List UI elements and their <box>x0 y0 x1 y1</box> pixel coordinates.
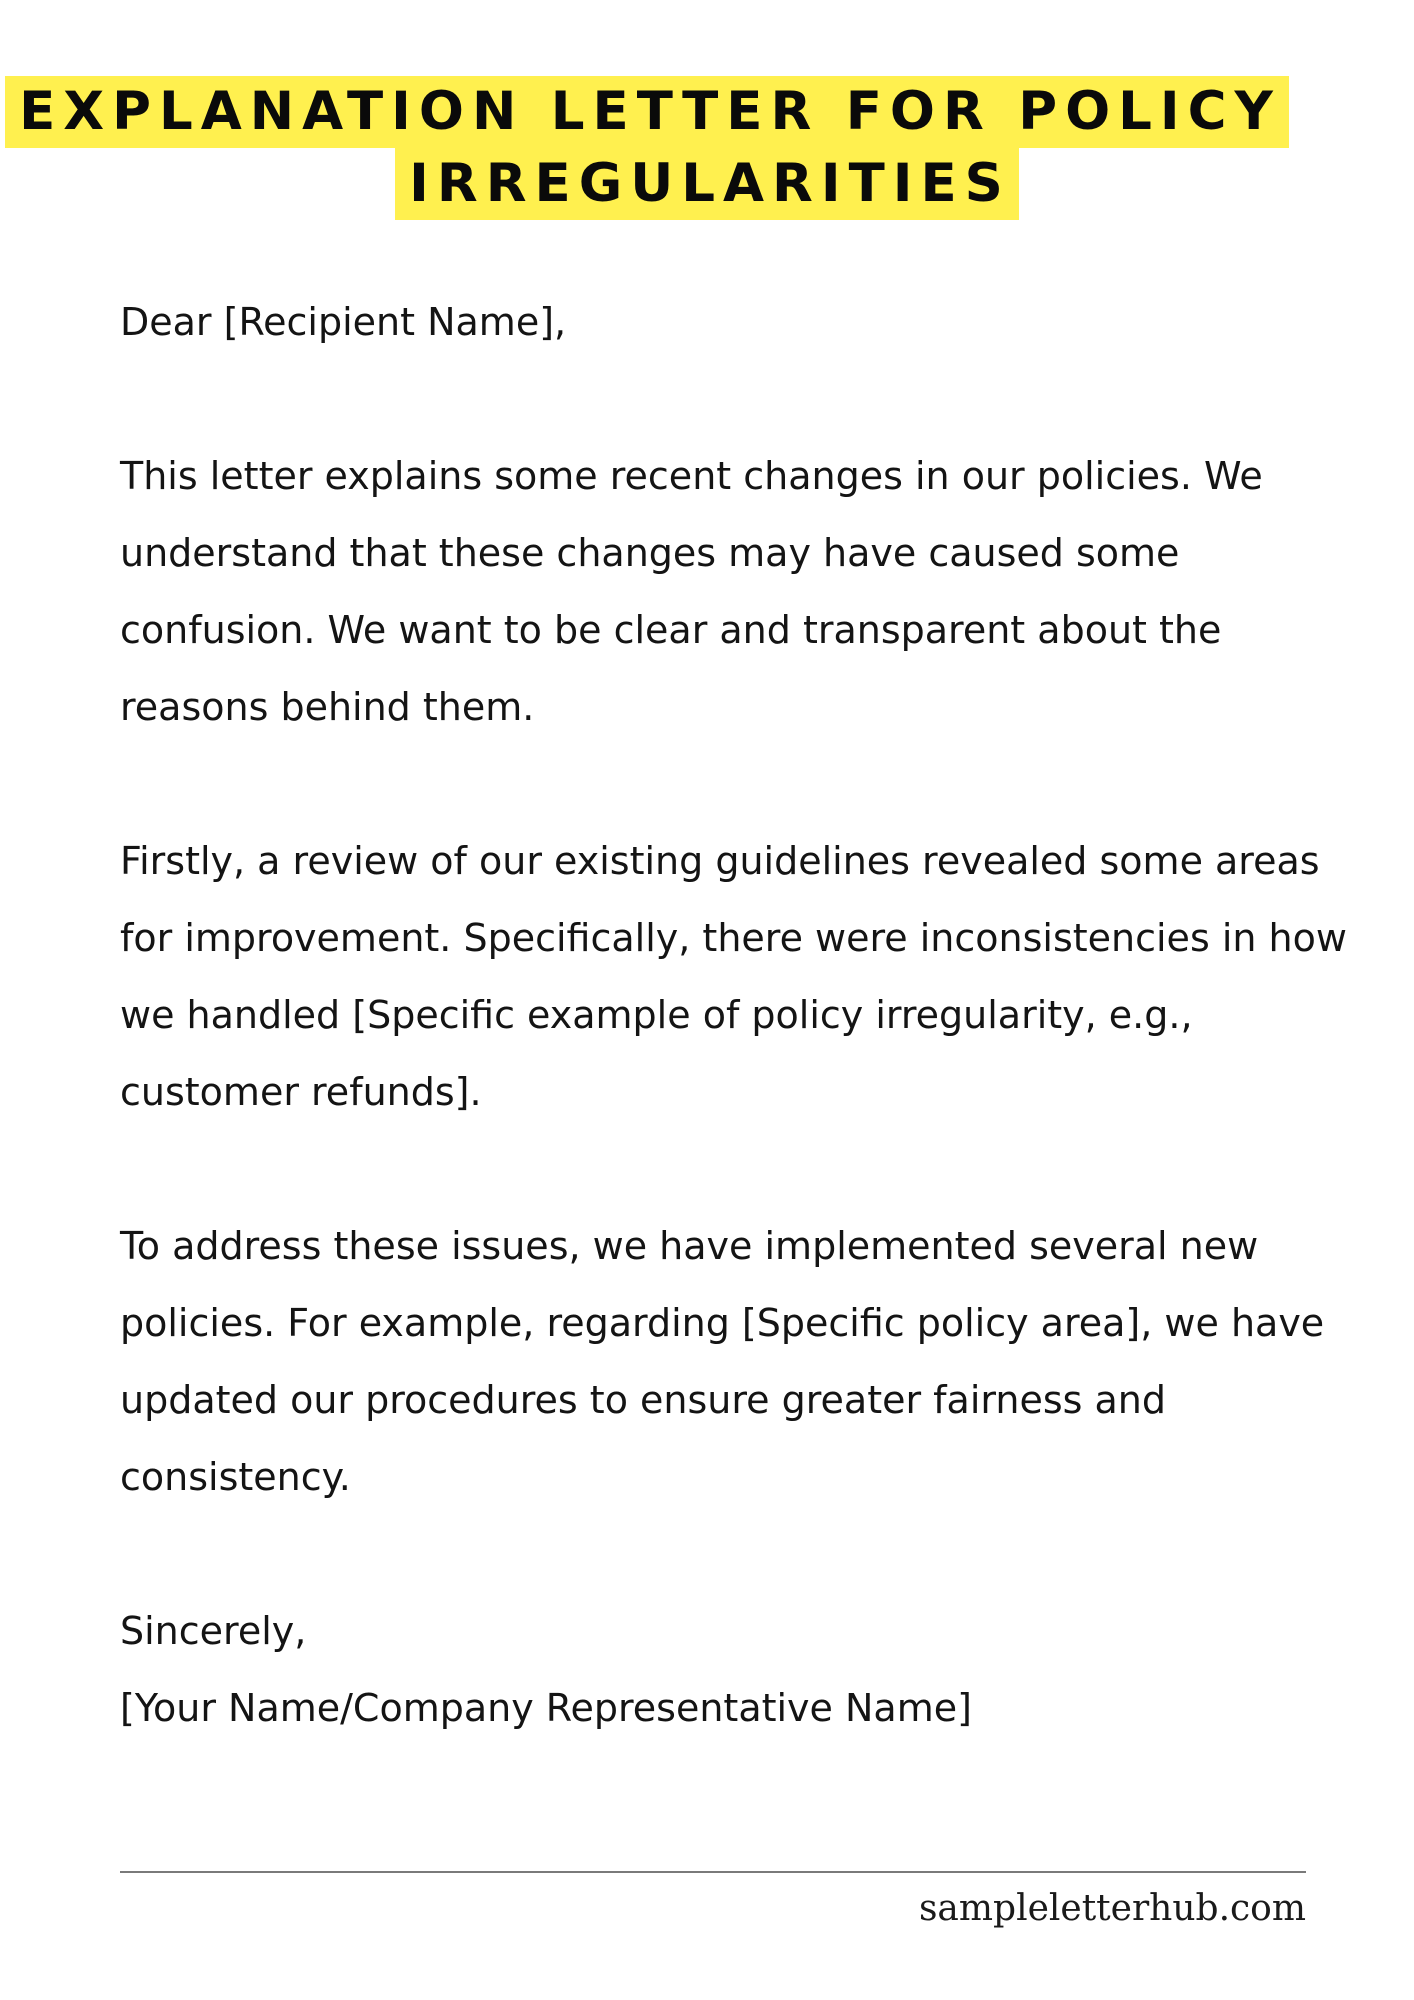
title-line-2: IRREGULARITIES <box>395 148 1019 220</box>
footer-site-name: sampleletterhub.com <box>918 1888 1306 1929</box>
salutation: Dear [Recipient Name], <box>120 300 567 344</box>
paragraph-3: To address these issues, we have implemented several new policies. For example, regarding [Specific policy area], we have updated our procedures to ensure greater fairness and consistency. <box>120 1224 1325 1499</box>
paragraph-1: This letter explains some recent changes in our policies. We understand that these changes may have caused some confusion. We want to be clear and transparent about the reasons behind them. <box>120 454 1263 729</box>
footer-divider <box>120 1871 1306 1873</box>
letter-body <box>120 284 1350 1747</box>
title-line-1: EXPLANATION LETTER FOR POLICY <box>5 76 1289 148</box>
closing: Sincerely, <box>120 1609 307 1653</box>
signature: [Your Name/Company Representative Name] <box>120 1686 972 1730</box>
page-title <box>0 76 1414 220</box>
paragraph-2: Firstly, a review of our existing guidelines revealed some areas for improvement. Specifically, there were inconsistencies in how we handled [Specific example of policy irregularity, e.g., customer refunds]. <box>120 839 1347 1114</box>
